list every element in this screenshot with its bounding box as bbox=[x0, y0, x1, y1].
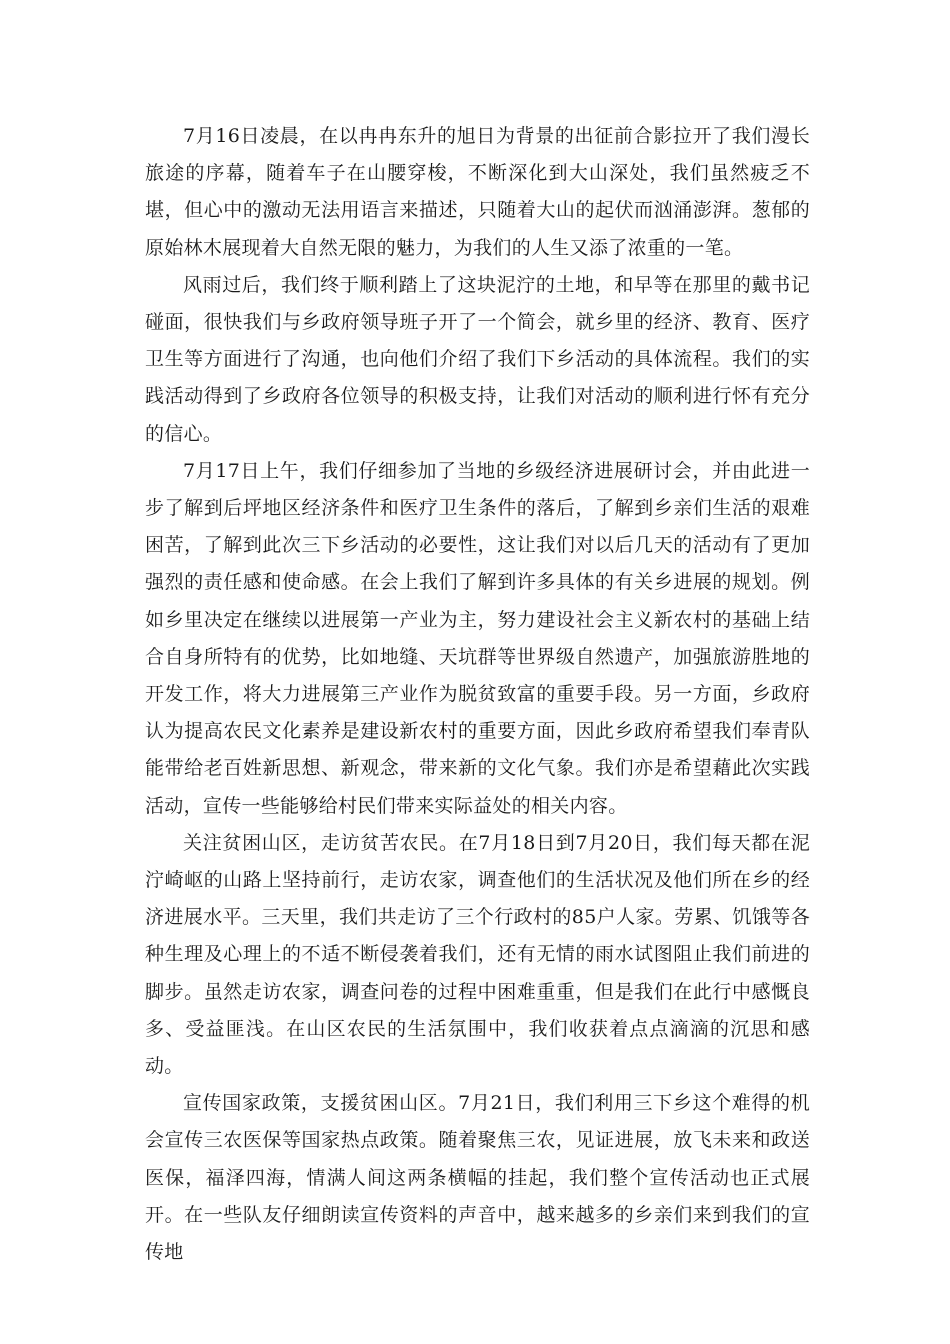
paragraph-arrival-meeting: 风雨过后，我们终于顺利踏上了这块泥泞的土地，和早等在那里的戴书记碰面，很快我们与乡政府领导班子开了一个简会，就乡里的经济、教育、医疗卫生等方面进行了沟通，也向他们介绍了我们下乡活动的具体流程。我们的实践活动得到了乡政府各位领导的积极支持，让我们对活动的顺利进行怀有充分的信心。 bbox=[145, 273, 810, 445]
paragraph-economic-seminar: 7月17日上午，我们仔细参加了当地的乡级经济进展研讨会，并由此进一步了解到后坪地区经济条件和医疗卫生条件的落后，了解到乡亲们生活的艰难困苦，了解到此次三下乡活动的必要性，这让我们对以后几天的活动有了更加强烈的责任感和使命感。在会上我们了解到许多具体的有关乡进展的规划。例如乡里决定在继续以进展第一产业为主，努力建设社会主义新农村的基础上结合自身所特有的优势，比如地缝、天坑群等世界级自然遗产，加强旅游胜地的开发工作，将大力进展第三产业作为脱贫致富的重要手段。另一方面，乡政府认为提高农民文化素养是建设新农村的重要方面，因此乡政府希望我们奉青队能带给老百姓新思想、新观念，带来新的文化气象。我们亦是希望藉此次实践活动，宣传一些能够给村民们带来实际益处的相关内容。 bbox=[145, 459, 810, 817]
paragraph-village-visits: 关注贫困山区，走访贫苦农民。在7月18日到7月20日，我们每天都在泥泞崎岖的山路上坚持前行，走访农家，调查他们的生活状况及他们所在乡的经济进展水平。三天里，我们共走访了三个行政村的85户人家。劳累、饥饿等各种生理及心理上的不适不断侵袭着我们，还有无情的雨水试图阻止我们前进的脚步。虽然走访农家，调查问卷的过程中困难重重，但是我们在此行中感慨良多、受益匪浅。在山区农民的生活氛围中，我们收获着点点滴滴的沉思和感动。 bbox=[145, 831, 810, 1078]
document-body bbox=[145, 118, 810, 1271]
paragraph-departure: 7月16日凌晨，在以冉冉东升的旭日为背景的出征前合影拉开了我们漫长旅途的序幕，随着车子在山腰穿梭，不断深化到大山深处，我们虽然疲乏不堪，但心中的激动无法用语言来描述，只随着大山的起伏而汹涌澎湃。葱郁的原始林木展现着大自然无限的魅力，为我们的人生又添了浓重的一笔。 bbox=[145, 125, 810, 259]
paragraph-policy-promotion: 宣传国家政策，支援贫困山区。7月21日，我们利用三下乡这个难得的机会宣传三农医保等国家热点政策。随着聚焦三农，见证进展，放飞未来和政送医保，福泽四海，情满人间这两条横幅的挂起，我们整个宣传活动也正式展开。在一些队友仔细朗读宣传资料的声音中，越来越多的乡亲们来到我们的宣传地 bbox=[145, 1092, 810, 1264]
